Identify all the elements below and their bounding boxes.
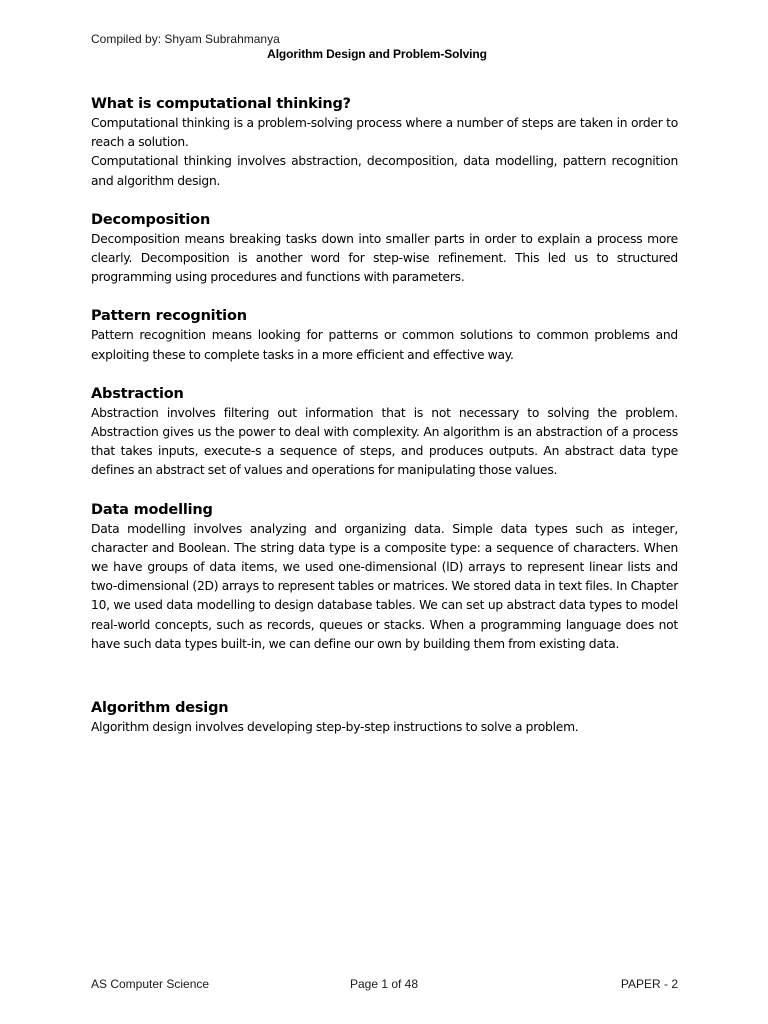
section-pattern-recognition	[91, 306, 678, 364]
section-paragraph: Computational thinking is a problem-solving process where a number of steps are taken in order to reach a solution.	[91, 116, 678, 150]
section-algorithm-design	[91, 698, 678, 737]
section-paragraph: Algorithm design involves developing step-by-step instructions to solve a problem.	[91, 720, 579, 735]
document-title: Algorithm Design and Problem-Solving	[267, 47, 487, 61]
footer-page-number: Page 1 of 48	[349, 977, 419, 991]
section-heading: What is computational thinking?	[91, 96, 351, 112]
section-computational-thinking	[91, 94, 678, 191]
footer-course-name: AS Computer Science	[91, 977, 210, 991]
section-paragraph: Computational thinking involves abstraction, decomposition, data modelling, pattern recognition and algorithm design.	[91, 154, 678, 188]
section-paragraph: Decomposition means breaking tasks down into smaller parts in order to explain a process more clearly. Decomposition is another word for step-wise refinement. This led us to structured programming using procedures and functions with parameters.	[91, 231, 678, 285]
section-data-modelling	[91, 500, 678, 654]
section-heading: Decomposition	[91, 211, 211, 228]
section-paragraph: Data modelling involves analyzing and organizing data. Simple data types such as integer, character and Boolean. The string data type is a composite type: a sequence of characters. When we have groups of data items, we used one-dimensional (lD) arrays to represent linear lists and two-dimensional (2D) arrays to represent tables or matrices. We stored data in text files. In Chapter 10, we used data modelling to design database tables. We can set up abstract data types to model real-world concepts, such as records, queues or stacks. When a programming language does not have such data types built-in, we can define our own by building them from existing data.	[91, 521, 678, 651]
section-heading: Pattern recognition	[91, 308, 247, 325]
section-heading: Algorithm design	[91, 700, 229, 717]
section-heading: Data modelling	[91, 501, 213, 518]
section-paragraph: Pattern recognition means looking for patterns or common solutions to common problems and exploiting these to complete tasks in a more efficient and effective way.	[91, 328, 678, 362]
footer-paper-label: PAPER - 2	[620, 977, 678, 991]
section-abstraction	[91, 384, 678, 481]
compiled-by-header: Compiled by: Shyam Subrahmanya	[91, 32, 280, 46]
document-body	[91, 94, 678, 737]
section-heading: Abstraction	[91, 385, 184, 402]
section-decomposition	[91, 210, 678, 288]
section-paragraph: Abstraction involves filtering out information that is not necessary to solving the problem. Abstraction gives us the power to deal with complexity. An algorithm is an abstraction of a process that takes inputs, execute-s a sequence of steps, and produces outputs. An abstract data type defines an abstract set of values and operations for manipulating those values.	[91, 405, 678, 478]
